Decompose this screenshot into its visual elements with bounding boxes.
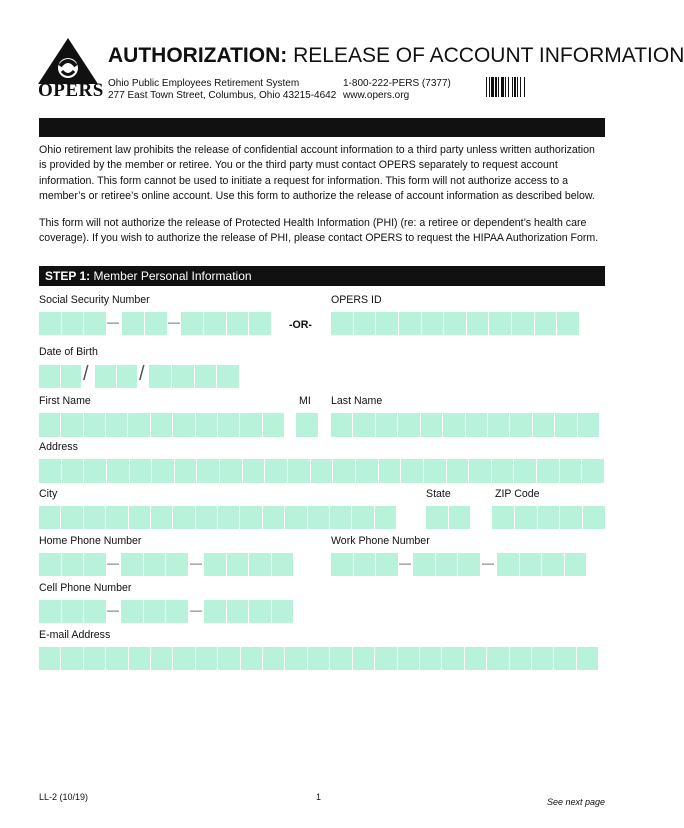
step-title: Member Personal Information (90, 269, 252, 283)
page-number: 1 (316, 792, 322, 802)
work-phone-prefix-field[interactable] (413, 553, 480, 576)
dob-slash-2: / (139, 363, 145, 385)
home-phone-label: Home Phone Number (39, 535, 142, 547)
opers-logo-icon (38, 38, 98, 84)
city-field[interactable] (39, 506, 396, 529)
cell-phone-prefix-field[interactable] (121, 600, 188, 623)
dob-label: Date of Birth (39, 346, 98, 358)
or-separator: -OR- (289, 319, 312, 331)
state-field[interactable] (426, 506, 470, 529)
work-phone-area-field[interactable] (331, 553, 398, 576)
home-phone-prefix-field[interactable] (121, 553, 188, 576)
work-phone-dash-2: — (482, 556, 494, 570)
zip-label: ZIP Code (495, 488, 540, 500)
dob-slash-1: / (83, 363, 89, 385)
step-1-header (39, 266, 605, 286)
cell-phone-line-field[interactable] (204, 600, 293, 623)
ssn-dash-1: — (107, 315, 119, 329)
ssn-field-part1[interactable] (39, 312, 106, 335)
email-field[interactable] (39, 647, 598, 670)
email-label: E-mail Address (39, 629, 111, 641)
ssn-label: Social Security Number (39, 294, 150, 306)
title-rest: RELEASE OF ACCOUNT INFORMATION (287, 44, 684, 67)
step-label: STEP 1: (45, 269, 91, 283)
title-bold: AUTHORIZATION: (108, 44, 288, 67)
intro-paragraph-1: Ohio retirement law prohibits the release of confidential account information to a third party unless written authorization is provided by the member or retiree. You or the third party must contact OPERS separately to request account information. This form cannot be used to initiate a request for information. This form will not authorize access to a member’s or retiree’s online account. Use this form to authorize the release of account information as described below. (39, 144, 595, 202)
intro-paragraph-2: This form will not authorize the release of Protected Health Information (PHI) (re: a retiree or dependent’s health care coverage). If you wish to authorize the release of PHI, please contact OPERS to request the HIPAA Authorization Form. (39, 217, 599, 245)
cell-phone-dash-2: — (190, 603, 202, 617)
page-title (108, 44, 684, 68)
first-name-field[interactable] (39, 413, 284, 437)
city-label: City (39, 488, 58, 500)
work-phone-label: Work Phone Number (331, 535, 430, 547)
ssn-field-part2[interactable] (122, 312, 167, 335)
home-phone-dash-1: — (107, 556, 119, 570)
dob-day-field[interactable] (95, 365, 137, 388)
last-name-field[interactable] (331, 413, 599, 437)
dob-year-field[interactable] (149, 365, 239, 388)
logo-wordmark: OPERS (38, 80, 104, 101)
home-phone-area-field[interactable] (39, 553, 106, 576)
first-name-label: First Name (39, 395, 91, 407)
see-next-page: See next page (547, 797, 606, 807)
barcode-icon (486, 77, 540, 97)
website: www.opers.org (343, 90, 410, 101)
mi-label: MI (299, 395, 311, 407)
work-phone-line-field[interactable] (497, 553, 586, 576)
cell-phone-dash-1: — (107, 603, 119, 617)
cell-phone-area-field[interactable] (39, 600, 106, 623)
ssn-dash-2: — (168, 315, 180, 329)
org-name: Ohio Public Employees Retirement System (108, 78, 300, 89)
state-label: State (426, 488, 451, 500)
mi-field[interactable] (296, 413, 318, 437)
work-phone-dash-1: — (399, 556, 411, 570)
zip-field[interactable] (492, 506, 605, 529)
form-id: LL-2 (10/19) (39, 792, 89, 802)
cell-phone-label: Cell Phone Number (39, 582, 132, 594)
header-divider-bar (39, 118, 605, 137)
dob-month-field[interactable] (39, 365, 81, 388)
opers-id-label: OPERS ID (331, 294, 382, 306)
home-phone-line-field[interactable] (204, 553, 293, 576)
phone-number: 1-800-222-PERS (7377) (343, 78, 451, 89)
address-label: Address (39, 441, 78, 453)
address-field[interactable] (39, 459, 604, 483)
home-phone-dash-2: — (190, 556, 202, 570)
last-name-label: Last Name (331, 395, 383, 407)
opers-id-field[interactable] (331, 312, 579, 335)
ssn-field-part3[interactable] (181, 312, 271, 335)
org-address: 277 East Town Street, Columbus, Ohio 43215-4642 (108, 90, 337, 101)
